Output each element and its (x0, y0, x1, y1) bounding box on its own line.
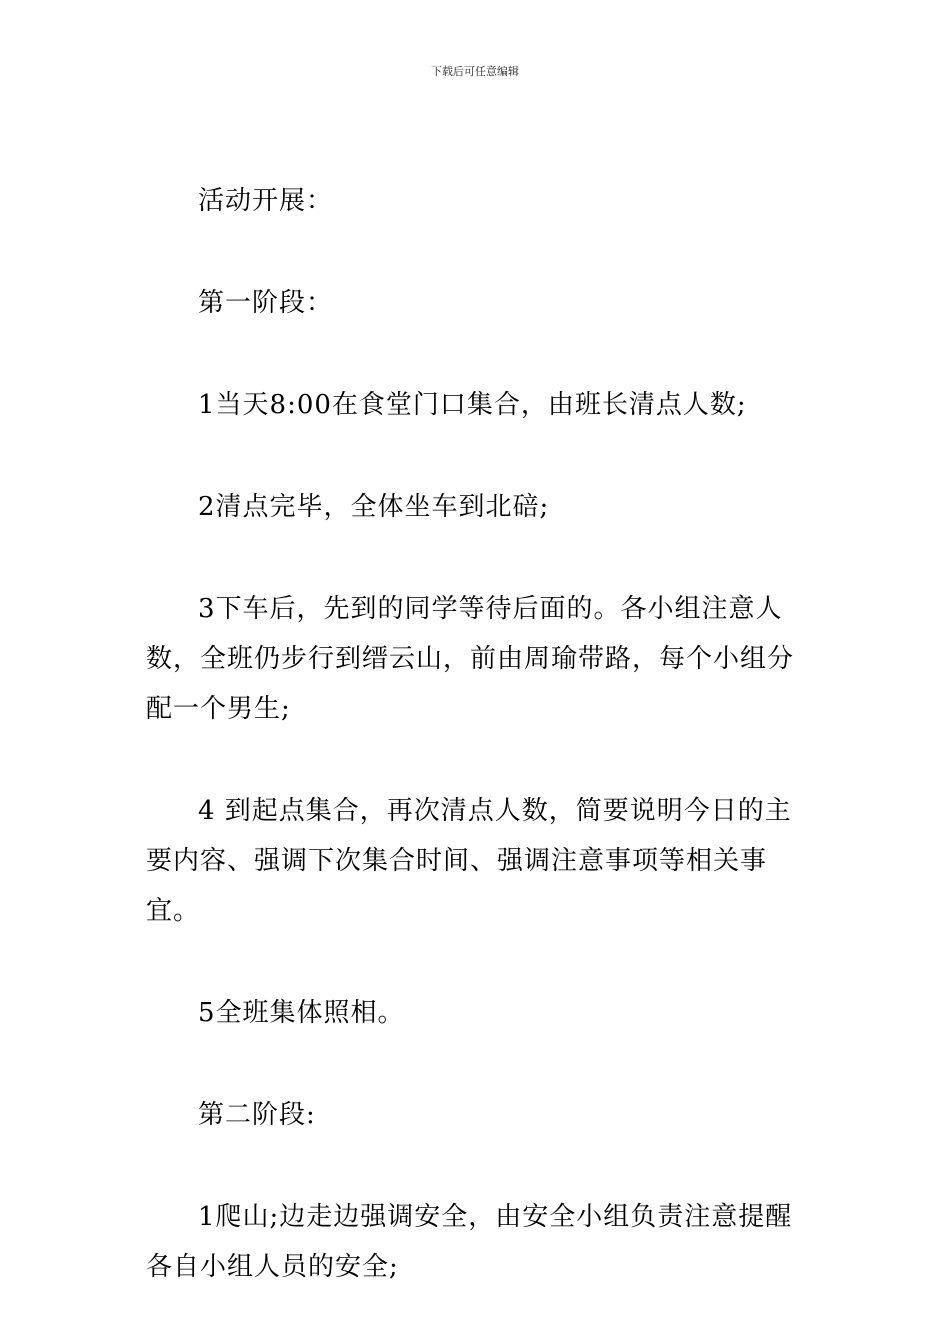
paragraph-stage-two-heading: 第二阶段: (198, 1100, 316, 1130)
paragraph-activity-start: 活动开展： (198, 186, 334, 216)
paragraph-stage-two-item-1: 1爬山;边走边强调安全，由安全小组负责注意提醒各自小组人员的安全; (146, 1202, 793, 1282)
paragraph-stage-one-heading: 第一阶段： (198, 288, 334, 318)
page-header-note: 下载后可任意编辑 (431, 65, 519, 78)
paragraph-stage-one-item-5: 5全班集体照相。 (198, 998, 405, 1028)
paragraph-stage-one-item-2: 2清点完毕，全体坐车到北碚; (198, 492, 550, 522)
paragraph-stage-one-item-1: 1当天8:00在食堂门口集合，由班长清点人数; (198, 390, 747, 420)
document-body (146, 176, 810, 1344)
paragraph-stage-one-item-3: 3下车后，先到的同学等待后面的。各小组注意人数，全班仍步行到缙云山，前由周瑜带路，每个小组分配一个男生; (146, 594, 795, 724)
paragraph-stage-one-item-4: 4 到起点集合，再次清点人数，简要说明今日的主要内容、强调下次集合时间、强调注意事项等相关事宜。 (146, 796, 792, 926)
